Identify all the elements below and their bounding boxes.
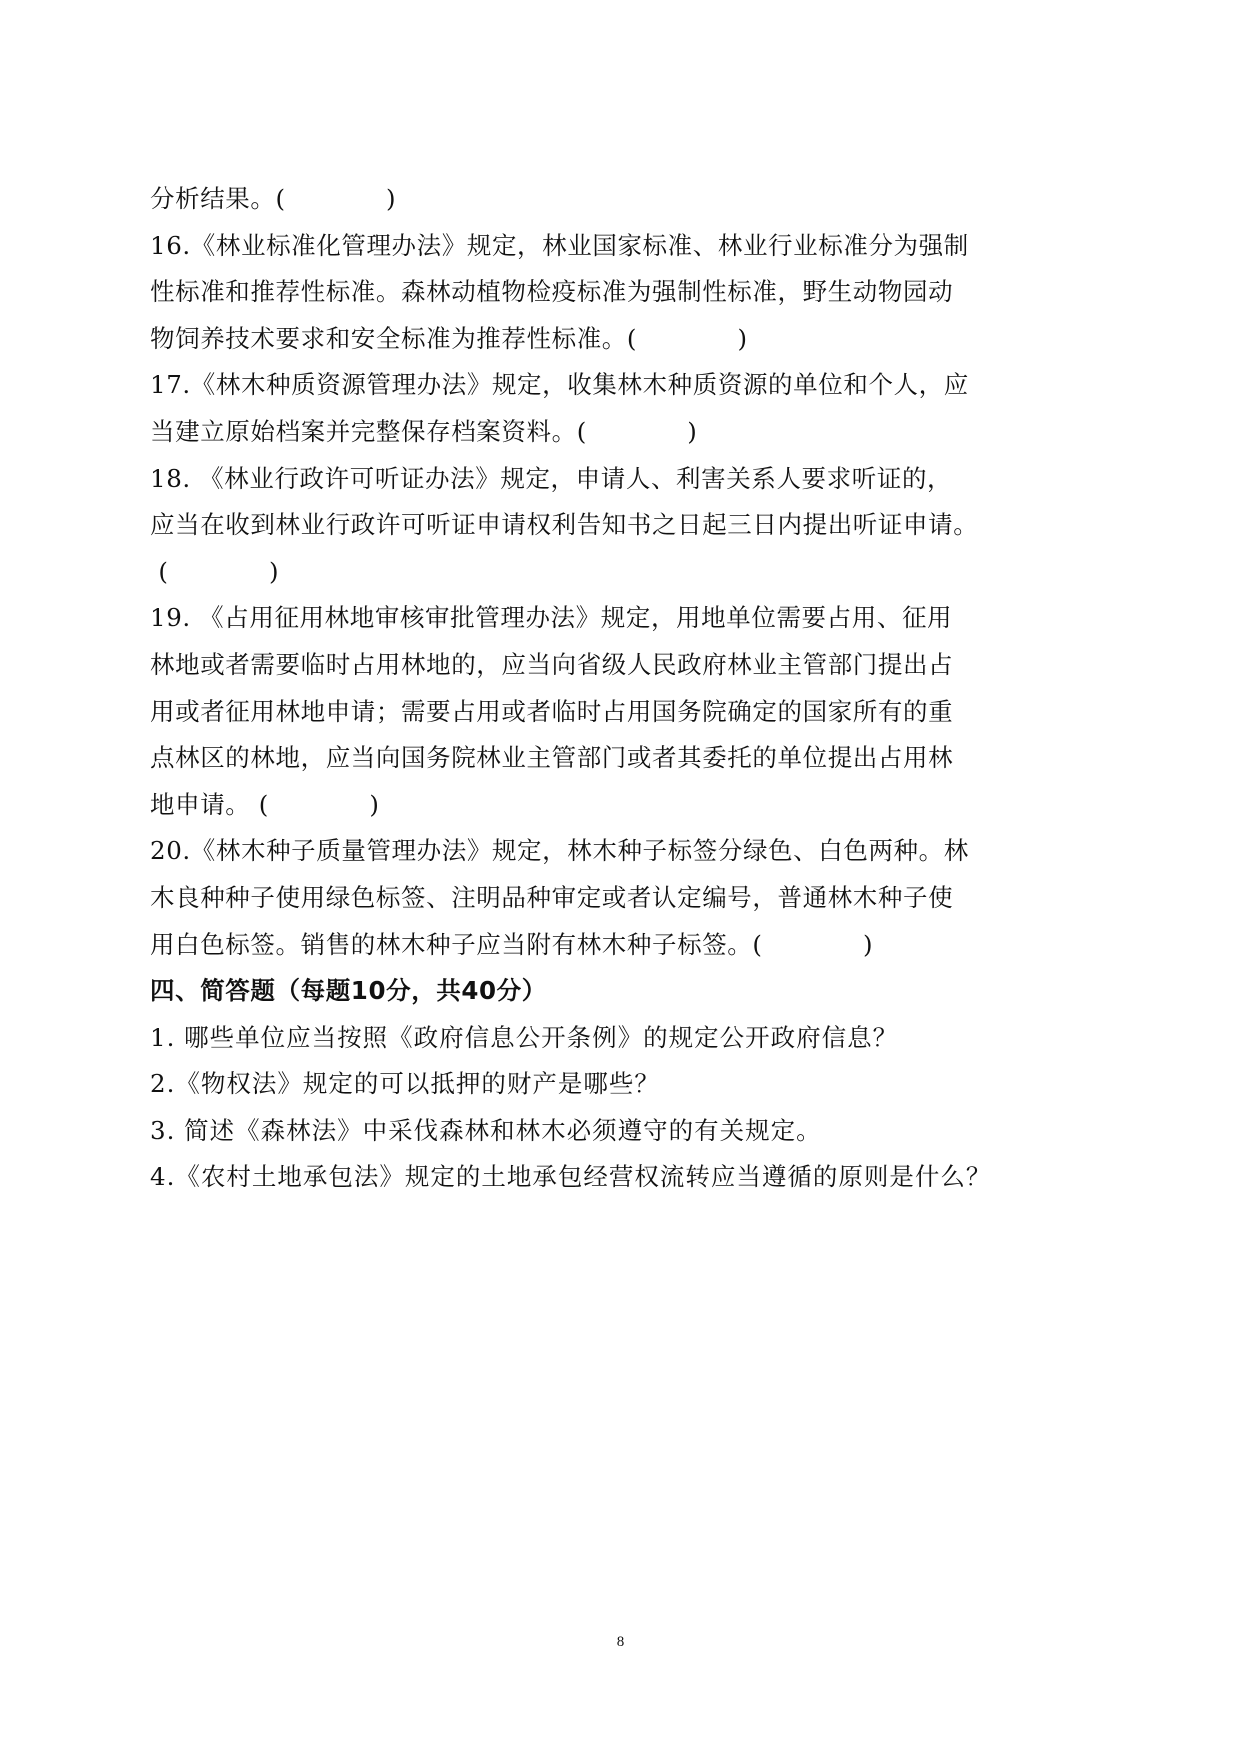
- text-line: 19. 《占用征用林地审核审批管理办法》规定，用地单位需要占用、征用: [150, 603, 953, 633]
- text-line: 地申请。 ( ): [150, 789, 380, 819]
- page-content: [150, 176, 1092, 1201]
- text-line: 物饲养技术要求和安全标准为推荐性标准。( ): [150, 323, 748, 353]
- text-line: 点林区的林地，应当向国务院林业主管部门或者其委托的单位提出占用林: [150, 743, 954, 773]
- short-answer-question: 4.《农村土地承包法》规定的土地承包经营权流转应当遵循的原则是什么？: [150, 1162, 992, 1192]
- page-number: 8: [616, 1634, 625, 1650]
- short-answer-question: 2.《物权法》规定的可以抵押的财产是哪些？: [150, 1069, 660, 1099]
- short-answer-question: 1. 哪些单位应当按照《政府信息公开条例》的规定公开政府信息？: [150, 1022, 899, 1052]
- question-block-19: [150, 595, 1092, 828]
- text-line: 性标准和推荐性标准。森林动植物检疫标准为强制性标准，野生动物园动: [150, 277, 954, 307]
- text-line: 木良种种子使用绿色标签、注明品种审定或者认定编号，普通林木种子使: [150, 882, 954, 912]
- text-line: 林地或者需要临时占用林地的，应当向省级人民政府林业主管部门提出占: [150, 649, 954, 679]
- short-answer-list: [150, 1015, 1092, 1201]
- text-line: 当建立原始档案并完整保存档案资料。( ): [150, 416, 698, 446]
- text-line: 18. 《林业行政许可听证办法》规定，申请人、利害关系人要求听证的，: [150, 463, 953, 493]
- question-block-18: [150, 456, 1092, 596]
- text-line: 应当在收到林业行政许可听证申请权利告知书之日起三日内提出听证申请。: [150, 510, 979, 540]
- question-block-16: [150, 223, 1092, 363]
- text-line: 用或者征用林地申请；需要占用或者临时占用国务院确定的国家所有的重: [150, 696, 954, 726]
- text-line: 16.《林业标准化管理办法》规定，林业国家标准、林业行业标准分为强制: [150, 230, 969, 260]
- text-line: 用白色标签。销售的林木种子应当附有林木种子标签。( ): [150, 929, 874, 959]
- text-line: 分析结果。( ): [150, 184, 397, 213]
- short-answer-question: 3. 简述《森林法》中采伐森林和林木必须遵守的有关规定。: [150, 1115, 822, 1145]
- question-block-17: [150, 362, 1092, 455]
- question-block-20: [150, 828, 1092, 968]
- text-line: 17.《林木种质资源管理办法》规定，收集林木种质资源的单位和个人，应: [150, 370, 969, 400]
- answer-parenthesis: ( ): [150, 556, 280, 586]
- section-heading: 四、简答题（每题10分，共40分）: [150, 976, 547, 1006]
- question-block-15-tail: [150, 176, 1092, 223]
- text-line: 20.《林木种子质量管理办法》规定，林木种子标签分绿色、白色两种。林: [150, 836, 969, 866]
